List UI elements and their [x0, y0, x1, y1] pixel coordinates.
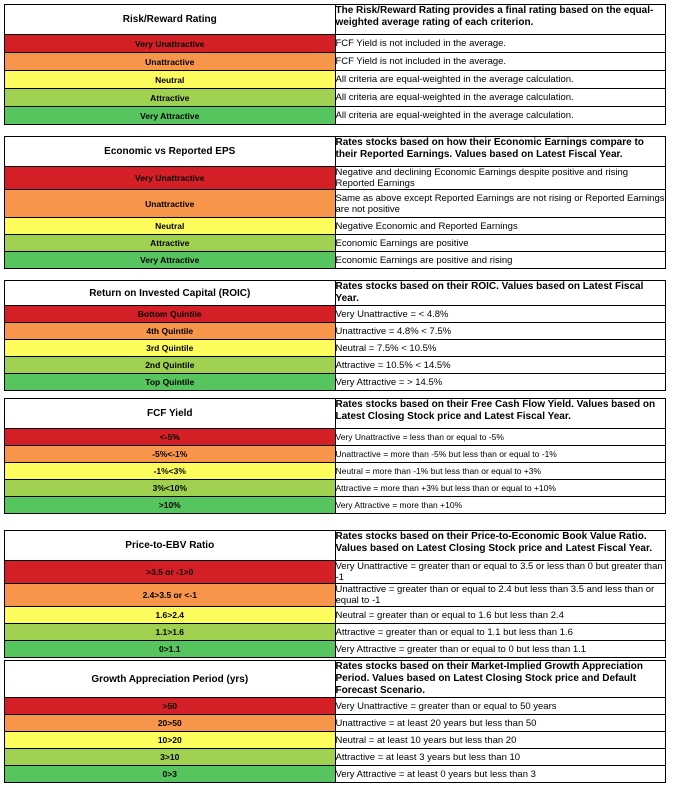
rating-cell: 3%<10%: [5, 480, 336, 497]
rating-cell: >3.5 or -1>0: [5, 561, 336, 584]
rating-cell: Attractive: [5, 89, 336, 107]
section-price-ebv: [4, 530, 666, 658]
section-description: The Risk/Reward Rating provides a final rating based on the equal-weighted average rating of each criterion.: [335, 5, 666, 35]
rating-description: Negative Economic and Reported Earnings: [335, 218, 666, 235]
rating-description: Economic Earnings are positive: [335, 235, 666, 252]
section-description: Rates stocks based on their Price-to-Economic Book Value Ratio. Values based on Latest Closing Stock price and Latest Fiscal Year.: [335, 531, 666, 561]
rating-cell: Unattractive: [5, 190, 336, 218]
rating-description: Unattractive = 4.8% < 7.5%: [335, 323, 666, 340]
rating-description: Very Attractive = > 14.5%: [335, 374, 666, 391]
rating-description: Attractive = more than +3% but less than or equal to +10%: [335, 480, 666, 497]
rating-cell: Neutral: [5, 71, 336, 89]
rating-cell: 4th Quintile: [5, 323, 336, 340]
rating-description: Very Unattractive = less than or equal to -5%: [335, 429, 666, 446]
rating-description: Unattractive = more than -5% but less than or equal to -1%: [335, 446, 666, 463]
rating-cell: 1.6>2.4: [5, 607, 336, 624]
rating-description: Neutral = more than -1% but less than or equal to +3%: [335, 463, 666, 480]
rating-cell: <-5%: [5, 429, 336, 446]
rating-description: FCF Yield is not included in the average.: [335, 53, 666, 71]
rating-cell: 10>20: [5, 732, 336, 749]
rating-description: Neutral = at least 10 years but less than 20: [335, 732, 666, 749]
rating-cell: 3>10: [5, 749, 336, 766]
rating-cell: 2.4>3.5 or <-1: [5, 584, 336, 607]
section-fcf-yield: [4, 398, 666, 514]
rating-cell: Top Quintile: [5, 374, 336, 391]
section-description: Rates stocks based on their Market-Implied Growth Appreciation Period. Values based on Latest Closing Stock price and Default Forecast Scenario.: [335, 661, 666, 698]
rating-cell: 20>50: [5, 715, 336, 732]
rating-description: Neutral = 7.5% < 10.5%: [335, 340, 666, 357]
section-description: Rates stocks based on their Free Cash Flow Yield. Values based on Latest Closing Stock price and Latest Fiscal Year.: [335, 399, 666, 429]
rating-description: Very Unattractive = greater than or equal to 50 years: [335, 698, 666, 715]
rating-description: All criteria are equal-weighted in the average calculation.: [335, 71, 666, 89]
section-risk-reward: [4, 4, 666, 125]
rating-description: All criteria are equal-weighted in the average calculation.: [335, 107, 666, 125]
rating-cell: >10%: [5, 497, 336, 514]
rating-cell: 3rd Quintile: [5, 340, 336, 357]
rating-description: Very Attractive = greater than or equal to 0 but less than 1.1: [335, 641, 666, 658]
rating-description: Attractive = greater than or equal to 1.1 but less than 1.6: [335, 624, 666, 641]
section-title: Risk/Reward Rating: [5, 5, 336, 35]
rating-cell: Very Attractive: [5, 252, 336, 269]
section-title: Growth Appreciation Period (yrs): [5, 661, 336, 698]
rating-cell: 1.1>1.6: [5, 624, 336, 641]
rating-cell: Unattractive: [5, 53, 336, 71]
rating-description: Very Attractive = at least 0 years but less than 3: [335, 766, 666, 783]
section-description: Rates stocks based on their ROIC. Values based on Latest Fiscal Year.: [335, 281, 666, 306]
section-roic: [4, 280, 666, 391]
rating-cell: 0>3: [5, 766, 336, 783]
section-description: Rates stocks based on how their Economic Earnings compare to their Reported Earnings. Values based on Latest Fiscal Year.: [335, 137, 666, 167]
rating-description: Economic Earnings are positive and rising: [335, 252, 666, 269]
rating-cell: Bottom Quintile: [5, 306, 336, 323]
rating-cell: >50: [5, 698, 336, 715]
rating-description: Very Unattractive = greater than or equal to 3.5 or less than 0 but greater than -1: [335, 561, 666, 584]
rating-description: Same as above except Reported Earnings are not rising or Reported Earnings are not positive: [335, 190, 666, 218]
rating-cell: -1%<3%: [5, 463, 336, 480]
rating-cell: Neutral: [5, 218, 336, 235]
section-growth-appreciation-period: [4, 660, 666, 783]
rating-description: Unattractive = at least 20 years but less than 50: [335, 715, 666, 732]
rating-cell: Very Unattractive: [5, 167, 336, 190]
rating-cell: -5%<-1%: [5, 446, 336, 463]
rating-description: All criteria are equal-weighted in the average calculation.: [335, 89, 666, 107]
section-title: FCF Yield: [5, 399, 336, 429]
rating-description: Very Unattractive = < 4.8%: [335, 306, 666, 323]
rating-cell: 0>1.1: [5, 641, 336, 658]
section-title: Economic vs Reported EPS: [5, 137, 336, 167]
rating-cell: Very Unattractive: [5, 35, 336, 53]
rating-description: Very Attractive = more than +10%: [335, 497, 666, 514]
rating-description: Attractive = at least 3 years but less than 10: [335, 749, 666, 766]
section-economic-eps: [4, 136, 666, 269]
rating-description: FCF Yield is not included in the average.: [335, 35, 666, 53]
rating-description: Negative and declining Economic Earnings despite positive and rising Reported Earnings: [335, 167, 666, 190]
rating-cell: Very Attractive: [5, 107, 336, 125]
rating-cell: Attractive: [5, 235, 336, 252]
rating-description: Attractive = 10.5% < 14.5%: [335, 357, 666, 374]
rating-description: Unattractive = greater than or equal to 2.4 but less than 3.5 and less than or equal to -1: [335, 584, 666, 607]
section-title: Price-to-EBV Ratio: [5, 531, 336, 561]
section-title: Return on Invested Capital (ROIC): [5, 281, 336, 306]
rating-cell: 2nd Quintile: [5, 357, 336, 374]
rating-description: Neutral = greater than or equal to 1.6 but less than 2.4: [335, 607, 666, 624]
